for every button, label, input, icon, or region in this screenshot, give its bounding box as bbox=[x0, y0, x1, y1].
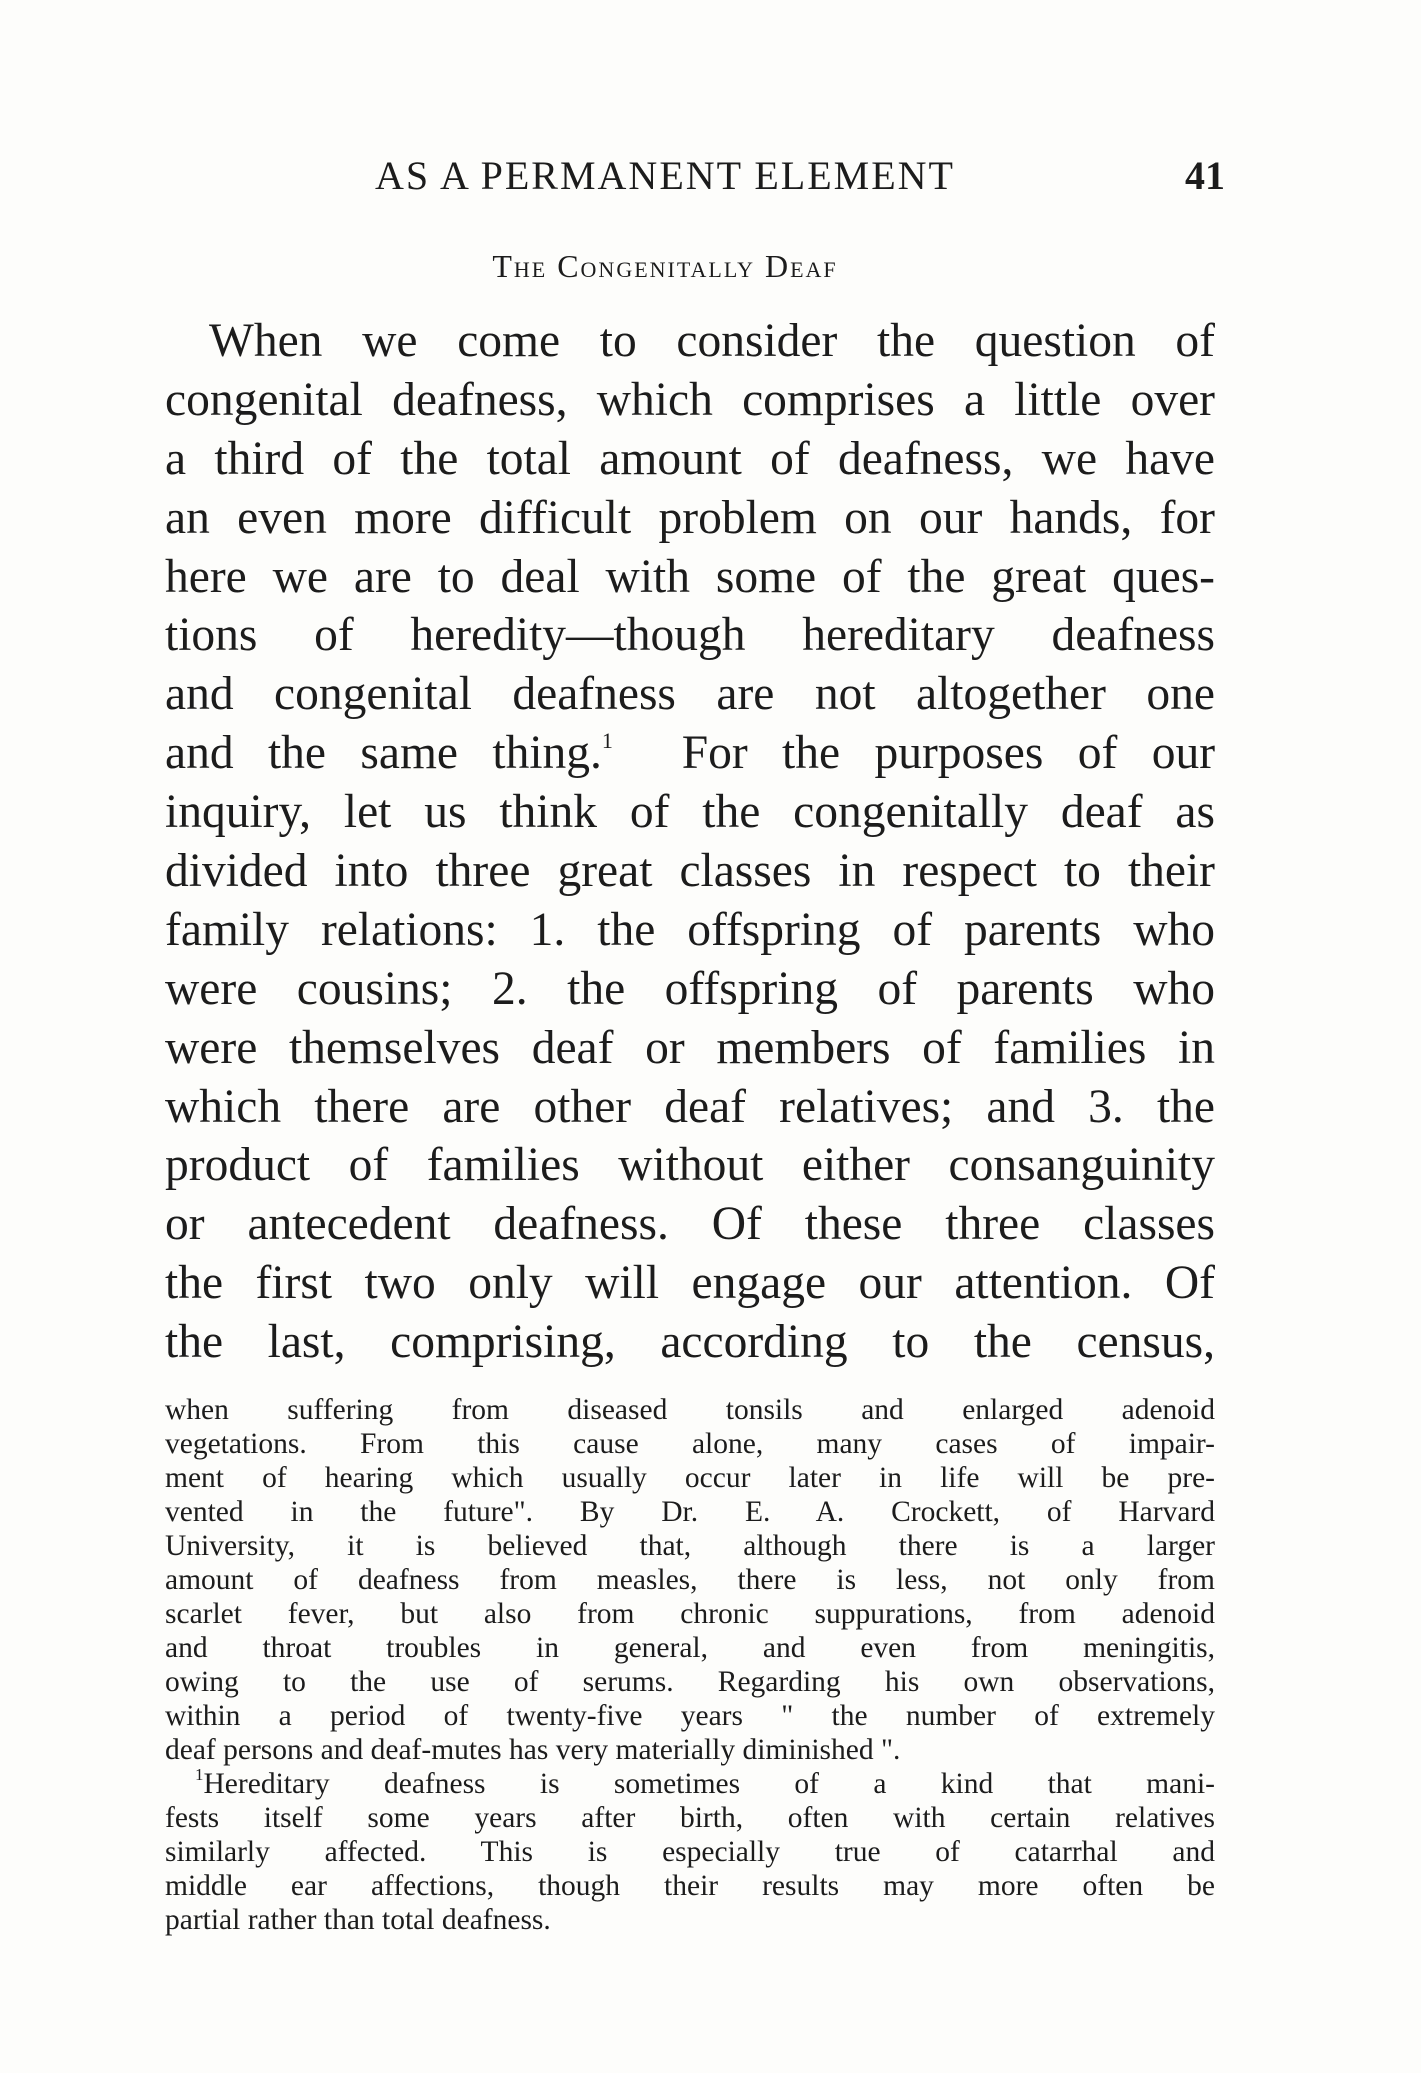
body-line: which there are other deaf relatives; and 3. the bbox=[165, 1080, 1215, 1133]
body-line: congenital deafness, which comprises a little over bbox=[165, 373, 1215, 426]
footnote-line: University, it is believed that, although there is a larger bbox=[165, 1530, 1215, 1562]
body-line: divided into three great classes in respect to their bbox=[165, 845, 1215, 898]
running-head bbox=[165, 148, 1225, 204]
footnote-line: amount of deafness from measles, there is less, not only from bbox=[165, 1564, 1215, 1596]
footnote-line: within a period of twenty-five years " the number of extremely bbox=[165, 1700, 1215, 1732]
body-line-part: For the purposes of our bbox=[681, 727, 1216, 780]
footnote-line: and throat troubles in general, and even from meningitis, bbox=[165, 1632, 1215, 1664]
body-line-part: and the same thing. bbox=[165, 727, 602, 780]
body-line: the first two only will engage our attention. Of bbox=[165, 1257, 1215, 1310]
body-line: tions of heredity—though hereditary deafness bbox=[165, 609, 1215, 662]
footnote-line: when suffering from diseased tonsils and enlarged adenoid bbox=[165, 1394, 1215, 1426]
body-line: or antecedent deafness. Of these three classes bbox=[165, 1198, 1215, 1251]
footnote-line: scarlet fever, but also from chronic suppurations, from adenoid bbox=[165, 1598, 1215, 1630]
body-line: product of families without either consanguinity bbox=[165, 1139, 1215, 1192]
body-line: a third of the total amount of deafness, we have bbox=[165, 432, 1215, 485]
body-line: were cousins; 2. the offspring of parents who bbox=[165, 962, 1215, 1015]
footnote-line: vegetations. From this cause alone, many cases of impair- bbox=[165, 1428, 1215, 1460]
footnotes bbox=[165, 1393, 1215, 1937]
running-title: AS A PERMANENT ELEMENT bbox=[375, 153, 955, 198]
footnote-line: owing to the use of serums. Regarding his own observations, bbox=[165, 1666, 1215, 1698]
body-line: inquiry, let us think of the congenitally deaf as bbox=[165, 786, 1215, 839]
footnote-line: partial rather than total deafness. bbox=[165, 1904, 551, 1936]
footnote-line: middle ear affections, though their results may more often be bbox=[165, 1870, 1215, 1902]
body-line: When we come to consider the question of bbox=[209, 315, 1215, 367]
footnote-line: vented in the future". By Dr. E. A. Crockett, of Harvard bbox=[165, 1496, 1215, 1528]
footnote-line: fests itself some years after birth, often with certain relatives bbox=[165, 1802, 1215, 1834]
footnote-reference: 1 bbox=[601, 728, 613, 754]
body-line: an even more difficult problem on our hands, for bbox=[165, 491, 1215, 544]
footnote-line: similarly affected. This is especially true of catarrhal and bbox=[165, 1836, 1215, 1868]
footnote-line: deaf persons and deaf-mutes has very materially diminished ". bbox=[165, 1734, 901, 1766]
body-line: here we are to deal with some of the great ques- bbox=[165, 550, 1215, 603]
page-number: 41 bbox=[1185, 153, 1225, 198]
footnote-line: ment of hearing which usually occur later in life will be pre- bbox=[165, 1462, 1215, 1494]
body-line-with-note bbox=[165, 724, 1215, 783]
footnote-marker: 1 bbox=[195, 1765, 204, 1784]
footnote-1-first-line bbox=[165, 1767, 1215, 1801]
body-line: and congenital deafness are not altogether one bbox=[165, 668, 1215, 721]
body-paragraph bbox=[165, 312, 1215, 1372]
body-line: the last, comprising, according to the census, bbox=[165, 1316, 1215, 1369]
body-line: family relations: 1. the offspring of parents who bbox=[165, 903, 1215, 956]
body-line: were themselves deaf or members of families in bbox=[165, 1021, 1215, 1074]
footnote-line-text: Hereditary deafness is sometimes of a kind that mani- bbox=[203, 1768, 1215, 1800]
section-heading: The Congenitally Deaf bbox=[492, 248, 838, 284]
